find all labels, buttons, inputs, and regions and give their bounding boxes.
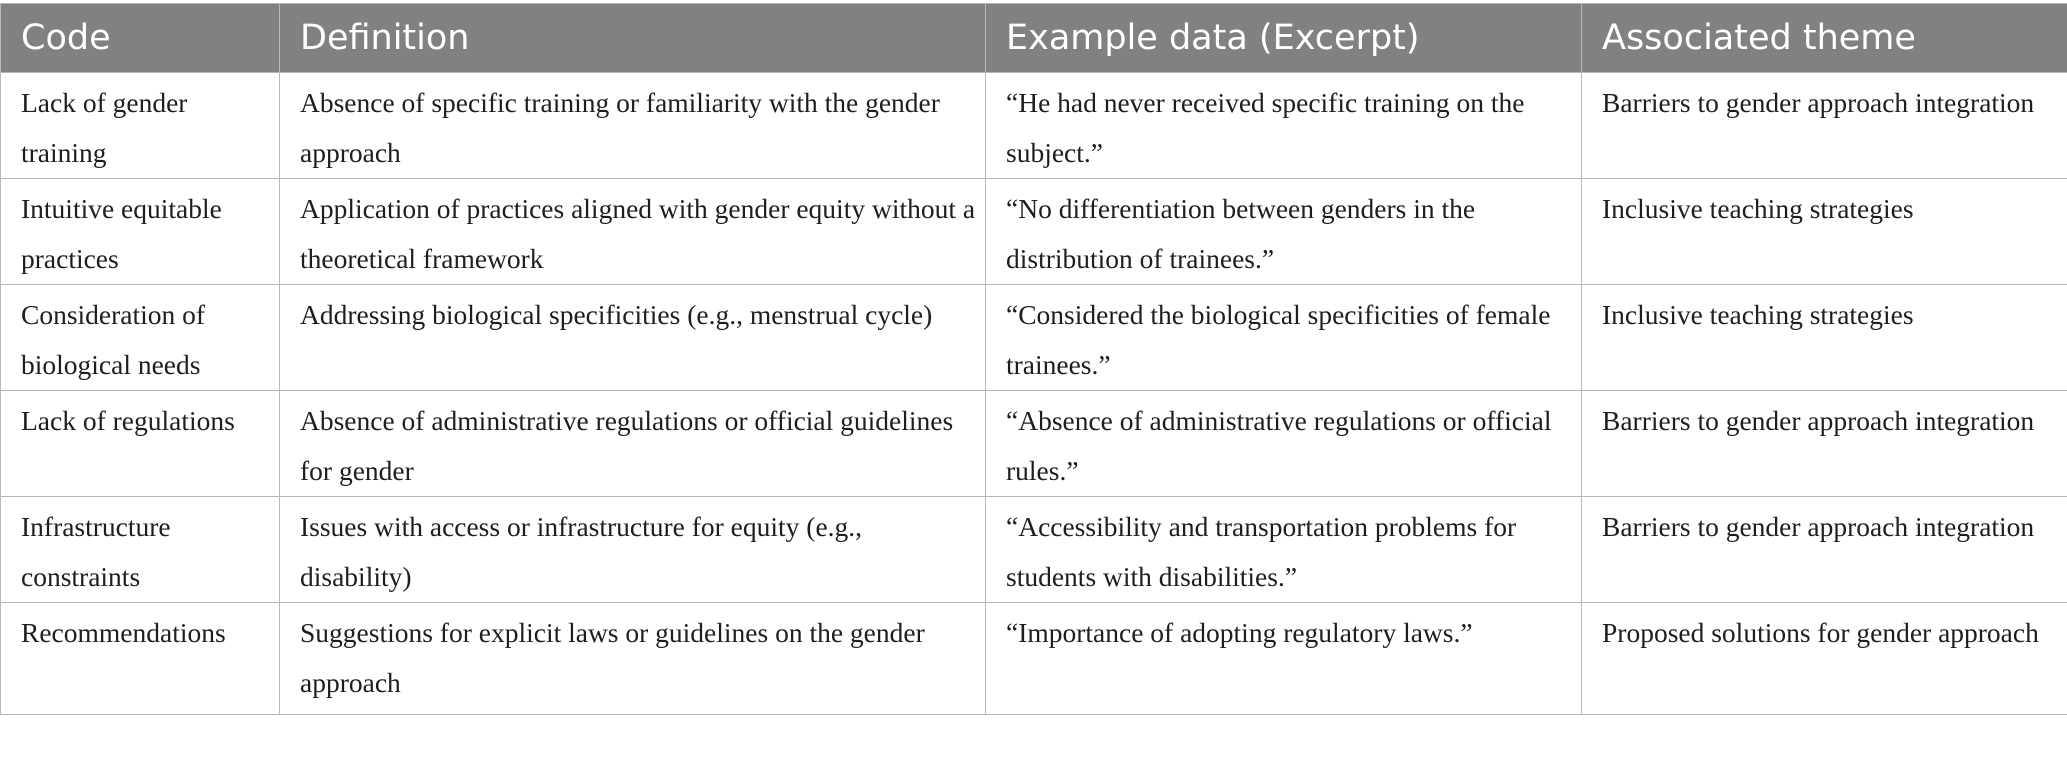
cell-code: Lack of regulations — [1, 391, 280, 497]
column-header-code: Code — [1, 4, 280, 73]
table-row — [1, 73, 2067, 179]
column-header-definition: Definition — [280, 4, 986, 73]
cell-code: Lack of gender training — [1, 73, 280, 179]
cell-code: Intuitive equitable practices — [1, 179, 280, 285]
cell-theme: Barriers to gender approach integration — [1582, 391, 2067, 497]
header-row — [1, 4, 2067, 73]
cell-definition: Issues with access or infrastructure for equity (e.g., disability) — [280, 497, 986, 603]
cell-code: Recommendations — [1, 603, 280, 715]
cell-theme: Barriers to gender approach integration — [1582, 497, 2067, 603]
table-row — [1, 179, 2067, 285]
cell-code: Consideration of biological needs — [1, 285, 280, 391]
column-header-theme: Associated theme — [1582, 4, 2067, 73]
table-row — [1, 285, 2067, 391]
cell-theme: Inclusive teaching strategies — [1582, 179, 2067, 285]
cell-theme: Inclusive teaching strategies — [1582, 285, 2067, 391]
cell-example: “He had never received specific training on the subject.” — [986, 73, 1582, 179]
cell-example: “Considered the biological specificities of female trainees.” — [986, 285, 1582, 391]
cell-definition: Suggestions for explicit laws or guidelines on the gender approach — [280, 603, 986, 715]
cell-definition: Absence of specific training or familiarity with the gender approach — [280, 73, 986, 179]
cell-code: Infrastructure constraints — [1, 497, 280, 603]
cell-theme: Proposed solutions for gender approach — [1582, 603, 2067, 715]
table-row — [1, 497, 2067, 603]
cell-definition: Absence of administrative regulations or official guidelines for gender — [280, 391, 986, 497]
codes-table — [0, 3, 2067, 715]
cell-definition: Addressing biological specificities (e.g., menstrual cycle) — [280, 285, 986, 391]
cell-example: “Absence of administrative regulations or official rules.” — [986, 391, 1582, 497]
cell-definition: Application of practices aligned with gender equity without a theoretical framework — [280, 179, 986, 285]
table-row — [1, 391, 2067, 497]
table-row — [1, 603, 2067, 715]
cell-example: “Importance of adopting regulatory laws.” — [986, 603, 1582, 715]
column-header-example: Example data (Excerpt) — [986, 4, 1582, 73]
cell-theme: Barriers to gender approach integration — [1582, 73, 2067, 179]
cell-example: “Accessibility and transportation problems for students with disabilities.” — [986, 497, 1582, 603]
table-container — [0, 3, 2067, 715]
cell-example: “No differentiation between genders in the distribution of trainees.” — [986, 179, 1582, 285]
